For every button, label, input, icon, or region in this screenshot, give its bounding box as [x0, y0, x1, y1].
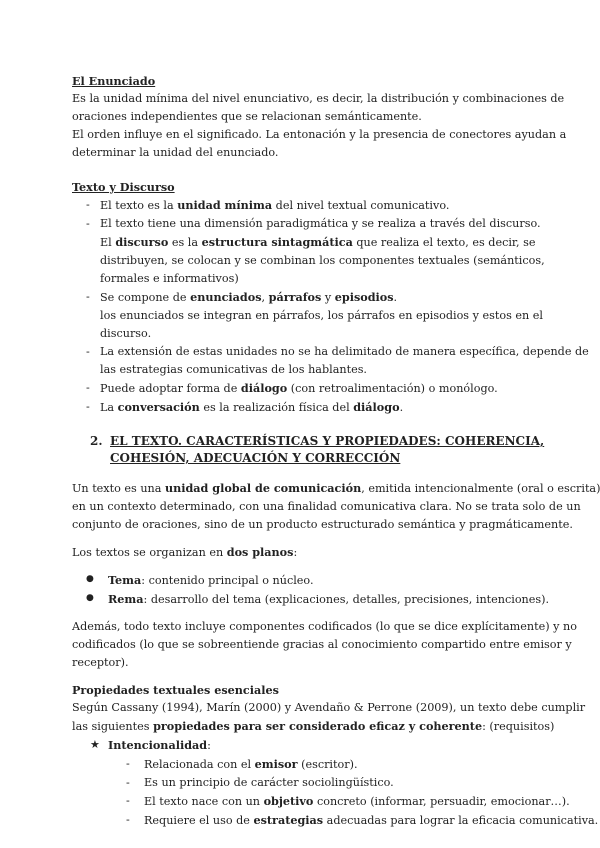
paragraph-line: Según Cassany (1994), Marín (2000) y Avendaño & Perrone (2009), un texto debe cumplir: [72, 701, 586, 714]
dash-marker: -: [86, 381, 90, 394]
paragraph-line: las siguientes propiedades para ser considerado eficaz y coherente: (requisitos): [72, 719, 555, 733]
list-item: - Se compone de enunciados, párrafos y episodios. los enunciados se integran en párrafos, los párrafos en episodios y estos en el discurso.: [86, 290, 543, 340]
list-item: - El texto es la unidad mínima del nivel textual comunicativo.: [86, 198, 450, 212]
paragraph-line: determinar la unidad del enunciado.: [72, 146, 279, 159]
section-title-enunciado: El Enunciado: [72, 74, 156, 88]
heading-number: 2.: [90, 434, 103, 448]
subheading: Propiedades textuales esenciales: [72, 683, 279, 697]
list-item: - La conversación es la realización física del diálogo.: [86, 400, 404, 414]
paragraph: Además, todo texto incluye componentes codificados (lo que se dice explícitamente) y no codificados (lo que se sobreentiende gracias al conocimiento compartido entre emisor y receptor).: [72, 620, 577, 669]
paragraph-line: El orden influye en el significado. La entonación y la presencia de conectores ayudan a: [72, 128, 567, 141]
dash-marker: -: [86, 290, 90, 303]
paragraph: Los textos se organizan en dos planos:: [72, 545, 298, 559]
star-icon: ★: [90, 738, 101, 751]
paragraph-line: oraciones independientes que se relacionan semánticamente.: [72, 110, 422, 123]
list-item: - Puede adoptar forma de diálogo (con retroalimentación) o monólogo.: [86, 381, 498, 395]
sub-list-item: - Relacionada con el emisor (escritor).: [126, 757, 358, 771]
dash-marker: -: [126, 776, 130, 789]
list-item: - La extensión de estas unidades no se ha delimitado de manera específica, depende de las estrategias comunicativas de los hablantes.: [86, 345, 589, 376]
dash-marker: -: [86, 400, 90, 413]
dash-marker: -: [86, 345, 90, 358]
bullet-icon: ●: [86, 593, 94, 603]
sub-list-item: - Es un principio de carácter sociolingüístico.: [72, 774, 532, 792]
dash-marker: -: [86, 217, 90, 230]
paragraph-line: Es la unidad mínima del nivel enunciativo, es decir, la distribución y combinaciones de: [72, 92, 565, 105]
dash-marker: -: [126, 794, 130, 807]
bullet-item-rema: ● Rema: desarrollo del tema (explicaciones, detalles, precisiones, intenciones).: [72, 590, 532, 609]
section-title-texto-discurso: Texto y Discurso: [72, 180, 175, 194]
sub-list-item: - El texto nace con un objetivo concreto (informar, persuadir, emocionar…).: [126, 794, 570, 808]
section-heading-2: 2. EL TEXTO. CARACTERÍSTICAS Y PROPIEDADES: COHERENCIA, COHESIÓN, ADECUACIÓN Y CORRECCIÓN: [90, 434, 545, 465]
dash-marker: -: [86, 198, 90, 211]
sub-list-item: - Requiere el uso de estrategias adecuadas para lograr la eficacia comunicativa.: [126, 813, 599, 827]
star-item-intencionalidad: ★ Intencionalidad:: [90, 738, 211, 752]
document-page: [72, 72, 600, 830]
list-item: - El texto tiene una dimensión paradigmática y se realiza a través del discurso. El discurso es la estructura sintagmática que realiza el texto, es decir, se distribuyen, se colocan y se combinan los componentes textuales (semánticos, formales e informativos): [86, 217, 545, 285]
dash-marker: -: [126, 757, 130, 770]
bullet-item-tema: ● Tema: contenido principal o núcleo.: [72, 571, 532, 590]
bullet-icon: ●: [86, 574, 94, 584]
dash-marker: -: [126, 813, 130, 826]
paragraph: Un texto es una unidad global de comunicación, emitida intencionalmente (oral o escrita) en un contexto determinado, con una finalidad comunicativa clara. No se trata solo de un conjunto de oraciones, sino de un producto estructurado semántica y pragmáticamente.: [72, 481, 600, 531]
